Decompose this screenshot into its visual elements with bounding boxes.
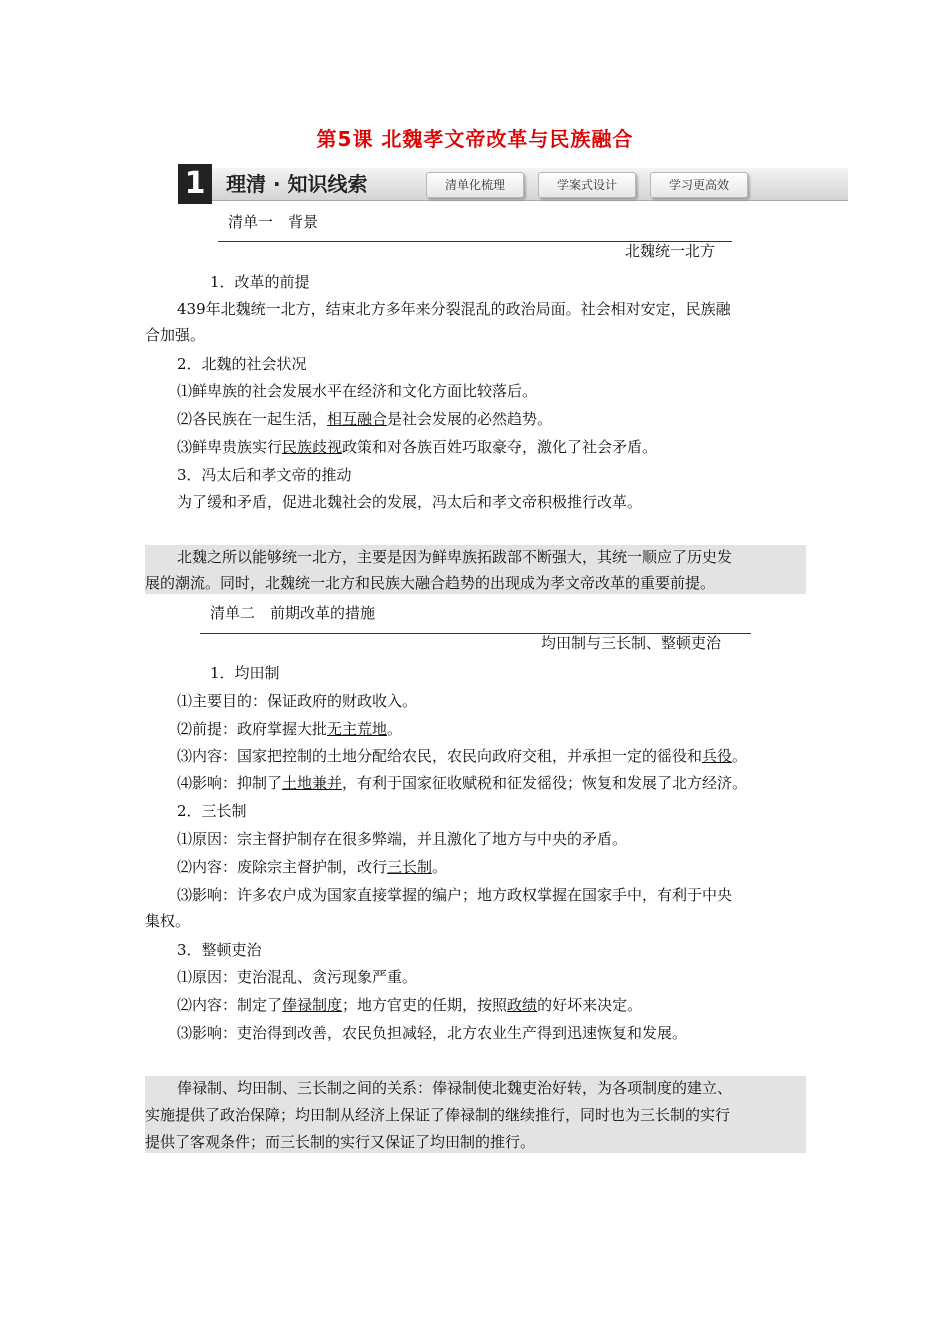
equal-field-point3: ⑶内容：国家把控制的土地分配给农民，农民向政府交租，并承担一定的徭役和兵役。 <box>177 747 748 765</box>
note2-line2: 实施提供了政治保障；均田制从经济上保证了俸禄制的继续推行，同时也为三长制的实行 <box>145 1106 731 1124</box>
section2-heading: 清单二 前期改革的措施 <box>210 604 376 622</box>
equal-field-title: 1．均田制 <box>210 664 280 682</box>
underlined-term: 三长制 <box>387 858 433 876</box>
item1-title: 1．改革的前提 <box>210 273 310 291</box>
item2-point1: ⑴鲜卑族的社会发展水平在经济和文化方面比较落后。 <box>177 382 538 400</box>
officials-title: 3．整顿吏治 <box>177 941 262 959</box>
underlined-term: 无主荒地 <box>327 720 388 738</box>
banner-bar <box>212 168 848 201</box>
three-chiefs-point1: ⑴原因：宗主督护制存在很多弊端，并且激化了地方与中央的矛盾。 <box>177 830 628 848</box>
banner-number-badge: 1 <box>178 164 212 204</box>
checklist-tab-button[interactable]: 清单化梳理 <box>426 172 524 198</box>
note1-line1: 北魏之所以能够统一北方，主要是因为鲜卑族拓跋部不断强大，其统一顺应了历史发 <box>177 548 733 566</box>
section1-heading: 清单一 背景 <box>228 213 319 231</box>
officials-point1: ⑴原因：吏治混乱、贪污现象严重。 <box>177 968 418 986</box>
banner-heading: 理清 · 知识线索 <box>226 172 368 196</box>
underlined-term: 土地兼并 <box>282 774 343 792</box>
three-chiefs-point2: ⑵内容：废除宗主督护制，改行三长制。 <box>177 858 448 876</box>
item3-line: 为了缓和矛盾，促进北魏社会的发展，冯太后和孝文帝积极推行改革。 <box>177 493 643 511</box>
item2-point2: ⑵各民族在一起生活，相互融合是社会发展的必然趋势。 <box>177 410 553 428</box>
note1-line2: 展的潮流。同时，北魏统一北方和民族大融合趋势的出现成为孝文帝改革的重要前提。 <box>145 574 716 592</box>
item1-line1: 439年北魏统一北方，结束北方多年来分裂混乱的政治局面。社会相对安定，民族融 <box>177 300 731 318</box>
efficiency-tab-button[interactable]: 学习更高效 <box>650 172 748 198</box>
item1-line2: 合加强。 <box>145 326 206 344</box>
study-design-tab-button[interactable]: 学案式设计 <box>538 172 636 198</box>
section-banner <box>178 164 848 204</box>
underlined-term: 相互融合 <box>327 410 388 428</box>
underlined-term: 兵役 <box>702 747 733 765</box>
page-title: 第5课 北魏孝文帝改革与民族融合 <box>316 127 634 151</box>
underlined-term: 政绩 <box>507 996 538 1014</box>
three-chiefs-title: 2．三长制 <box>177 802 247 820</box>
equal-field-point2: ⑵前提：政府掌握大批无主荒地。 <box>177 720 403 738</box>
underlined-term: 俸禄制度 <box>282 996 343 1014</box>
underlined-term: 民族歧视 <box>282 438 343 456</box>
officials-point2: ⑵内容：制定了俸禄制度；地方官吏的任期，按照政绩的好坏来决定。 <box>177 996 643 1014</box>
item2-title: 2．北魏的社会状况 <box>177 355 307 373</box>
three-chiefs-point3-line1: ⑶影响：许多农户成为国家直接掌握的编户；地方政权掌握在国家手中，有利于中央 <box>177 886 733 904</box>
three-chiefs-point3-line2: 集权。 <box>145 912 191 930</box>
note2-line1: 俸禄制、均田制、三长制之间的关系：俸禄制使北魏吏治好转，为各项制度的建立、 <box>177 1079 733 1097</box>
equal-field-point4: ⑷影响：抑制了土地兼并，有利于国家征收赋税和征发徭役；恢复和发展了北方经济。 <box>177 774 748 792</box>
note2-line3: 提供了客观条件；而三长制的实行又保证了均田制的推行。 <box>145 1133 536 1151</box>
item2-point3: ⑶鲜卑贵族实行民族歧视政策和对各族百姓巧取豪夺，激化了社会矛盾。 <box>177 438 658 456</box>
section2-subtitle: 均田制与三长制、整顿吏治 <box>541 634 722 652</box>
section1-subtitle: 北魏统一北方 <box>625 242 716 260</box>
equal-field-point1: ⑴主要目的：保证政府的财政收入。 <box>177 692 418 710</box>
item3-title: 3．冯太后和孝文帝的推动 <box>177 466 352 484</box>
officials-point3: ⑶影响：吏治得到改善，农民负担减轻，北方农业生产得到迅速恢复和发展。 <box>177 1024 688 1042</box>
